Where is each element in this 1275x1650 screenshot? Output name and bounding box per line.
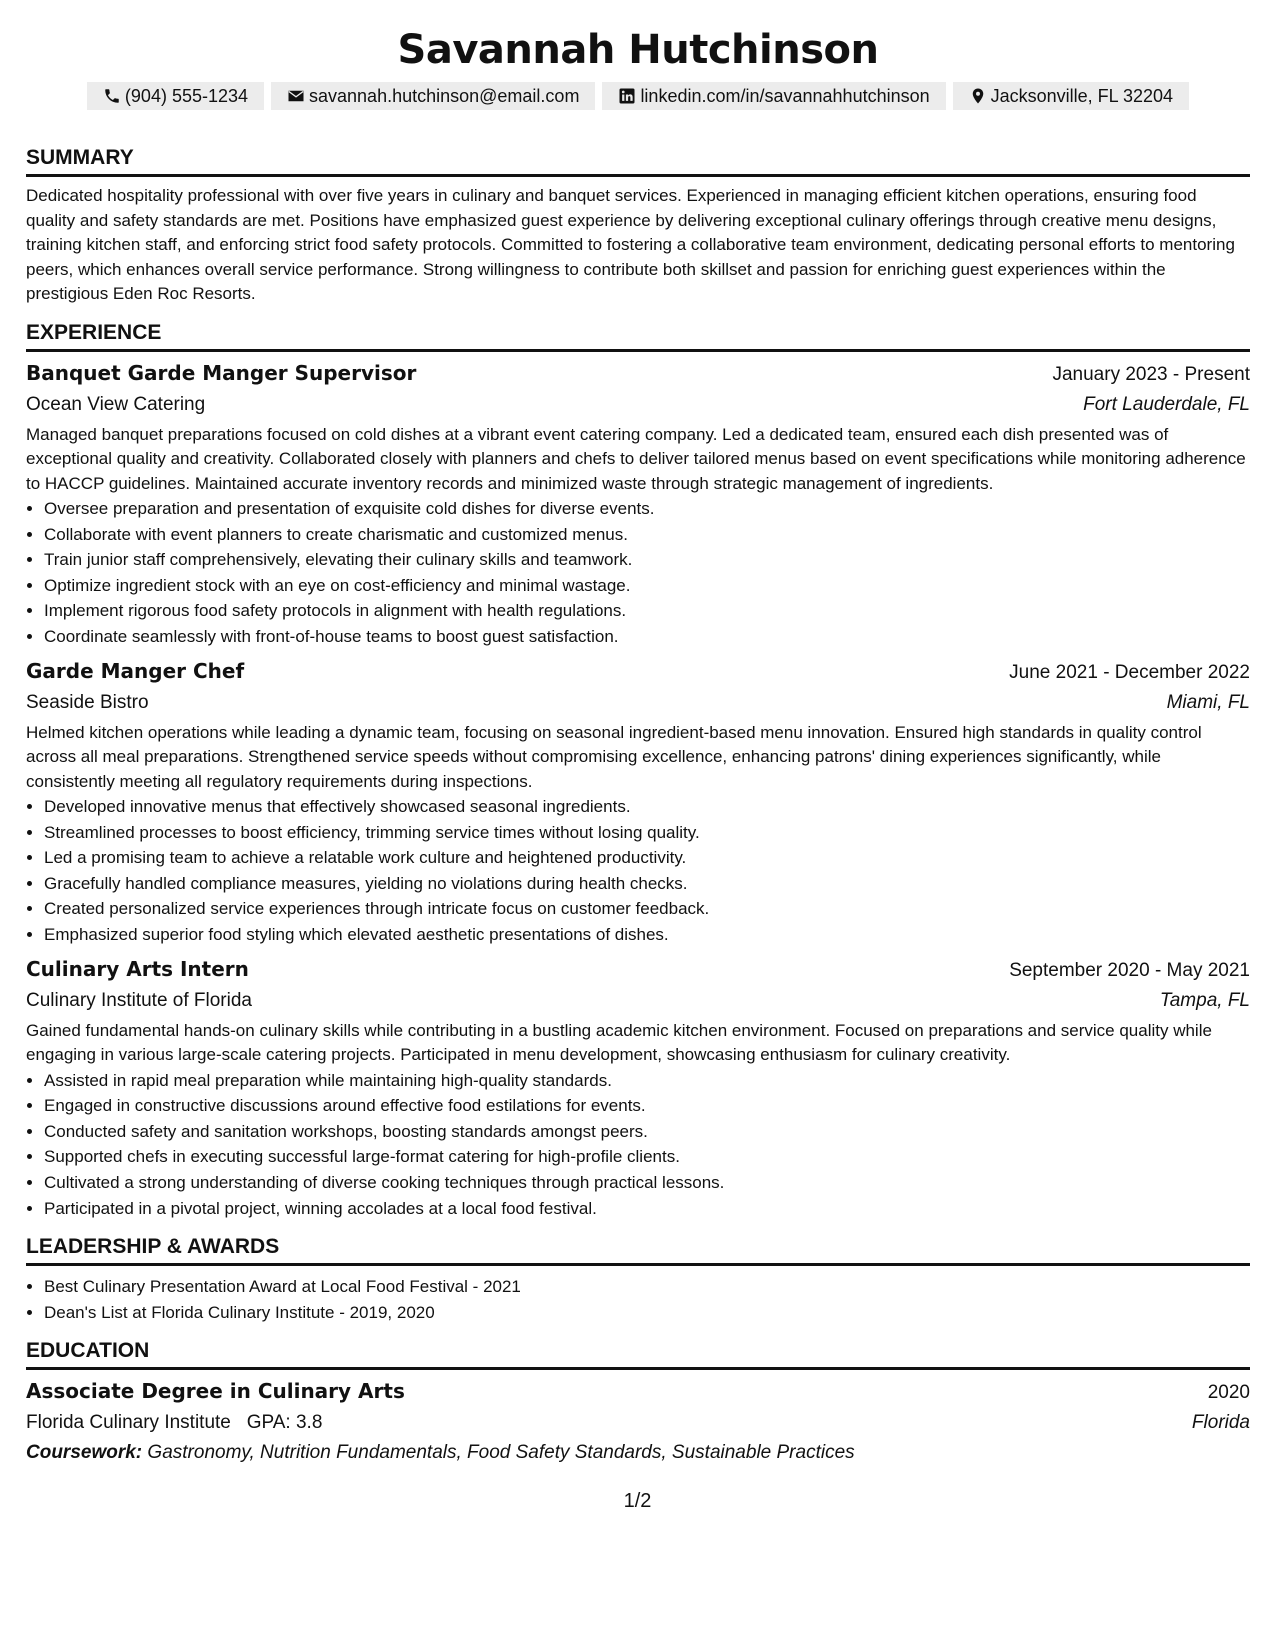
list-item: • Optimize ingredient stock with an eye on cost-efficiency and minimal wastage. [44, 573, 1250, 599]
list-item: • Train junior staff comprehensively, elevating their culinary skills and teamwork. [44, 547, 1250, 573]
list-item: • Created personalized service experiences through intricate focus on customer feedback. [44, 896, 1250, 922]
job-company: Seaside Bistro [26, 691, 149, 713]
list-item: • Implement rigorous food safety protocols in alignment with health regulations. [44, 598, 1250, 624]
page-number: 1/2 [623, 1490, 652, 1512]
awards-heading: LEADERSHIP & AWARDS [26, 1235, 1250, 1266]
job-bullets [26, 496, 1250, 650]
resume-page [26, 18, 1250, 1468]
summary-text: Dedicated hospitality professional with over five years in culinary and banquet services. Experienced in managing efficient kitchen operations, ensuring food quality and safety standards are met. Positions have emphasized guest experience by delivering exceptional culinary offerings through creative menu designs, training kitchen staff, and enforcing strict food safety protocols. Committed to fostering a collaborative team environment, dedicating personal efforts to mentoring peers, which enhances overall service performance. Strong willingness to contribute both skillset and passion for enriching guest experiences within the prestigious Eden Roc Resorts. [26, 186, 1235, 303]
map-pin-icon [969, 87, 987, 105]
contact-location [953, 82, 1189, 110]
job-dates: June 2021 - December 2022 [1009, 661, 1250, 683]
job-description: Helmed kitchen operations while leading a dynamic team, focusing on seasonal ingredient-based menu innovation. Ensured high standards in quality control across all meal preparations. Strengthened service speeds without compromising excellence, enhancing patrons' dining experiences significantly, while consistently meeting all regulatory requirements during inspections. [26, 722, 1202, 791]
list-item: • Dean's List at Florida Culinary Institute - 2019, 2020 [44, 1300, 1250, 1326]
list-item: • Emphasized superior food styling which elevated aesthetic presentations of dishes. [44, 922, 1250, 948]
list-item: • Conducted safety and sanitation workshops, boosting standards amongst peers. [44, 1119, 1250, 1145]
contact-linkedin[interactable] [602, 82, 945, 110]
phone-icon [103, 87, 121, 105]
job-bullets [26, 794, 1250, 948]
education-year: 2020 [1207, 1382, 1250, 1404]
job-entry [26, 358, 1250, 650]
contact-email[interactable] [271, 82, 595, 110]
job-location: Tampa, FL [1159, 989, 1250, 1011]
contact-phone[interactable] [87, 82, 264, 110]
school-line [26, 1408, 322, 1438]
job-description: Gained fundamental hands-on culinary skills while contributing in a bustling academic kitchen environment. Focused on preparations and service quality while engaging in various large-scale catering projects. Participated in menu development, showcasing enthusiasm for culinary creativity. [26, 1020, 1212, 1065]
coursework-list: Gastronomy, Nutrition Fundamentals, Food Safety Standards, Sustainable Practices [147, 1442, 855, 1464]
envelope-icon [287, 87, 305, 105]
linkedin-text: linkedin.com/in/savannahhutchinson [640, 86, 930, 106]
list-item: • Streamlined processes to boost efficiency, trimming service times without losing quality. [44, 820, 1250, 846]
list-item: • Coordinate seamlessly with front-of-house teams to boost guest satisfaction. [44, 624, 1250, 650]
list-item: • Oversee preparation and presentation of exquisite cold dishes for diverse events. [44, 496, 1250, 522]
job-bullets [26, 1068, 1250, 1222]
list-item: • Best Culinary Presentation Award at Local Food Festival - 2021 [44, 1274, 1250, 1300]
coursework-line [26, 1438, 1250, 1468]
coursework-label: Coursework: [26, 1442, 143, 1464]
job-title: Garde Manger Chef [26, 658, 245, 683]
job-entry [26, 954, 1250, 1222]
education-entry [26, 1376, 1250, 1468]
list-item: • Collaborate with event planners to create charismatic and customized menus. [44, 522, 1250, 548]
list-item: • Gracefully handled compliance measures, yielding no violations during health checks. [44, 871, 1250, 897]
candidate-name: Savannah Hutchinson [397, 27, 879, 73]
job-dates: September 2020 - May 2021 [1009, 959, 1250, 981]
linkedin-icon [618, 87, 636, 105]
list-item: • Engaged in constructive discussions around effective food estilations for events. [44, 1093, 1250, 1119]
list-item: • Assisted in rapid meal preparation while maintaining high-quality standards. [44, 1068, 1250, 1094]
degree-title: Associate Degree in Culinary Arts [26, 1379, 405, 1404]
school-name: Florida Culinary Institute [26, 1412, 231, 1434]
job-entry [26, 656, 1250, 948]
job-company: Culinary Institute of Florida [26, 989, 252, 1011]
list-item: • Led a promising team to achieve a relatable work culture and heightened productivity. [44, 845, 1250, 871]
job-title: Banquet Garde Manger Supervisor [26, 360, 417, 385]
education-location: Florida [1191, 1412, 1250, 1434]
summary-heading: SUMMARY [26, 146, 1250, 177]
list-item: • Participated in a pivotal project, winning accolades at a local food festival. [44, 1196, 1250, 1222]
job-location: Fort Lauderdale, FL [1083, 393, 1250, 415]
list-item: • Developed innovative menus that effectively showcased seasonal ingredients. [44, 794, 1250, 820]
phone-text: (904) 555-1234 [124, 86, 249, 106]
job-company: Ocean View Catering [26, 393, 206, 415]
experience-heading: EXPERIENCE [26, 321, 1250, 352]
awards-list [26, 1274, 1250, 1325]
job-description: Managed banquet preparations focused on cold dishes at a vibrant event catering company. Led a dedicated team, ensured each dish presented was of exceptional quality and creativity. Collaborated closely with planners and chefs to deliver tailored menus based on event specifications while monitoring adherence to HACCP guidelines. Maintained accurate inventory records and minimized waste through strategic management of ingredients. [26, 424, 1246, 493]
job-location: Miami, FL [1166, 691, 1250, 713]
list-item: • Supported chefs in executing successful large-format catering for high-profile clients. [44, 1144, 1250, 1170]
email-text: savannah.hutchinson@email.com [309, 86, 580, 106]
list-item: • Cultivated a strong understanding of diverse cooking techniques through practical lessons. [44, 1170, 1250, 1196]
job-title: Culinary Arts Intern [26, 956, 249, 981]
job-dates: January 2023 - Present [1052, 363, 1250, 385]
contact-bar [26, 82, 1250, 110]
location-text: Jacksonville, FL 32204 [990, 86, 1174, 106]
education-heading: EDUCATION [26, 1339, 1250, 1370]
gpa: GPA: 3.8 [246, 1412, 323, 1434]
